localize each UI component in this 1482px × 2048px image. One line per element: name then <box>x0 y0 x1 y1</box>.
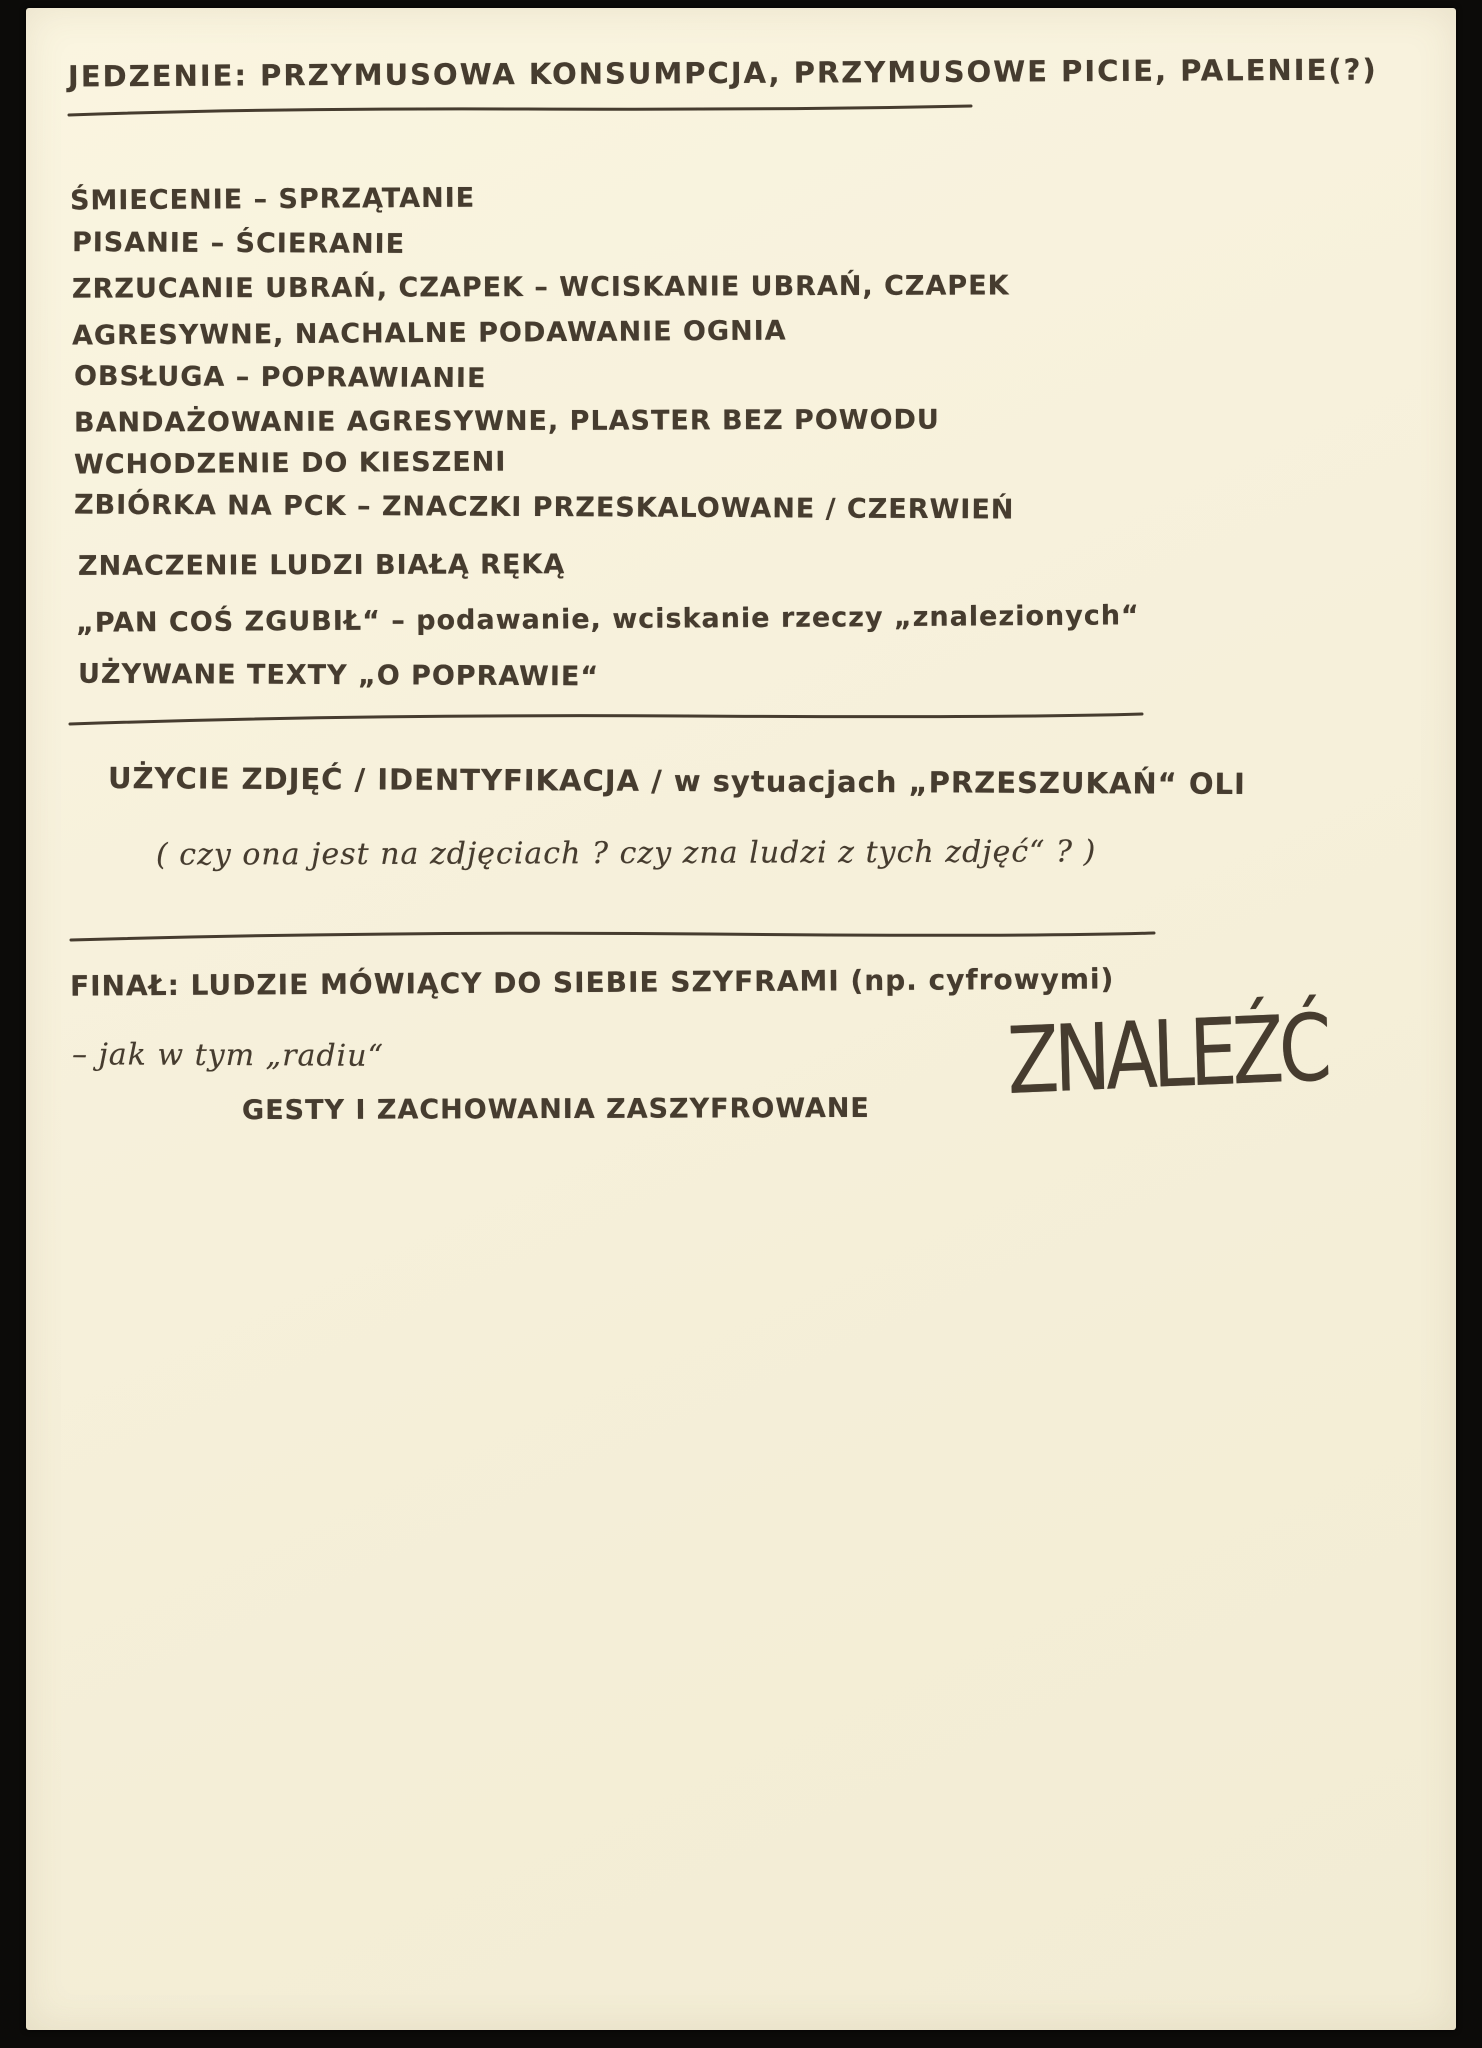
photos-line: UŻYCIE ZDJĘĆ / IDENTYFIKACJA / w sytuacjach „PRZESZUKAŃ“ OLI <box>107 761 1246 801</box>
list-item: BANDAŻOWANIE AGRESYWNE, PLASTER BEZ POWODU <box>73 404 940 439</box>
list-item: „PAN COŚ ZGUBIŁ“ – podawanie, wciskanie rzeczy „znalezionych“ <box>75 600 1140 639</box>
list-item: UŻYWANE TEXTY „O POPRAWIE“ <box>77 658 600 693</box>
finale-gestures-line: GESTY I ZACHOWANIA ZASZYFROWANE <box>241 1092 870 1127</box>
divider-line <box>66 708 1146 730</box>
big-word-znalezc: ZNALEŹĆ <box>1006 994 1329 1115</box>
divider-line <box>68 926 1158 948</box>
list-item: AGRESYWNE, NACHALNE PODAWANIE OGNIA <box>71 315 787 352</box>
finale-radio-line: – jak w tym „radiu“ <box>71 1037 384 1074</box>
note-title: JEDZENIE: PRZYMUSOWA KONSUMPCJA, PRZYMUSOWE PICIE, PALENIE(?) <box>67 52 1378 94</box>
list-item: OBSŁUGA – POPRAWIANIE <box>73 360 487 395</box>
list-item: ZNACZENIE LUDZI BIAŁĄ RĘKĄ <box>77 549 566 582</box>
finale-line: FINAŁ: LUDZIE MÓWIĄCY DO SIEBIE SZYFRAMI (np. cyfrowymi) <box>69 962 1115 1003</box>
list-item: ZBIÓRKA NA PCK – ZNACZKI PRZESKALOWANE / CZERWIEŃ <box>73 489 1015 526</box>
title-underline <box>66 100 976 120</box>
list-item: ŚMIECENIE – SPRZĄTANIE <box>69 182 476 217</box>
note-paper <box>26 8 1456 2030</box>
list-item: WCHODZENIE DO KIESZENI <box>73 446 507 481</box>
photos-question-line: ( czy ona jest na zdjęciach ? czy zna ludzi z tych zdjęć“ ? ) <box>155 834 1097 873</box>
list-item: PISANIE – ŚCIERANIE <box>71 227 406 260</box>
list-item: ZRZUCANIE UBRAŃ, CZAPEK – WCISKANIE UBRAŃ, CZAPEK <box>71 270 1010 305</box>
